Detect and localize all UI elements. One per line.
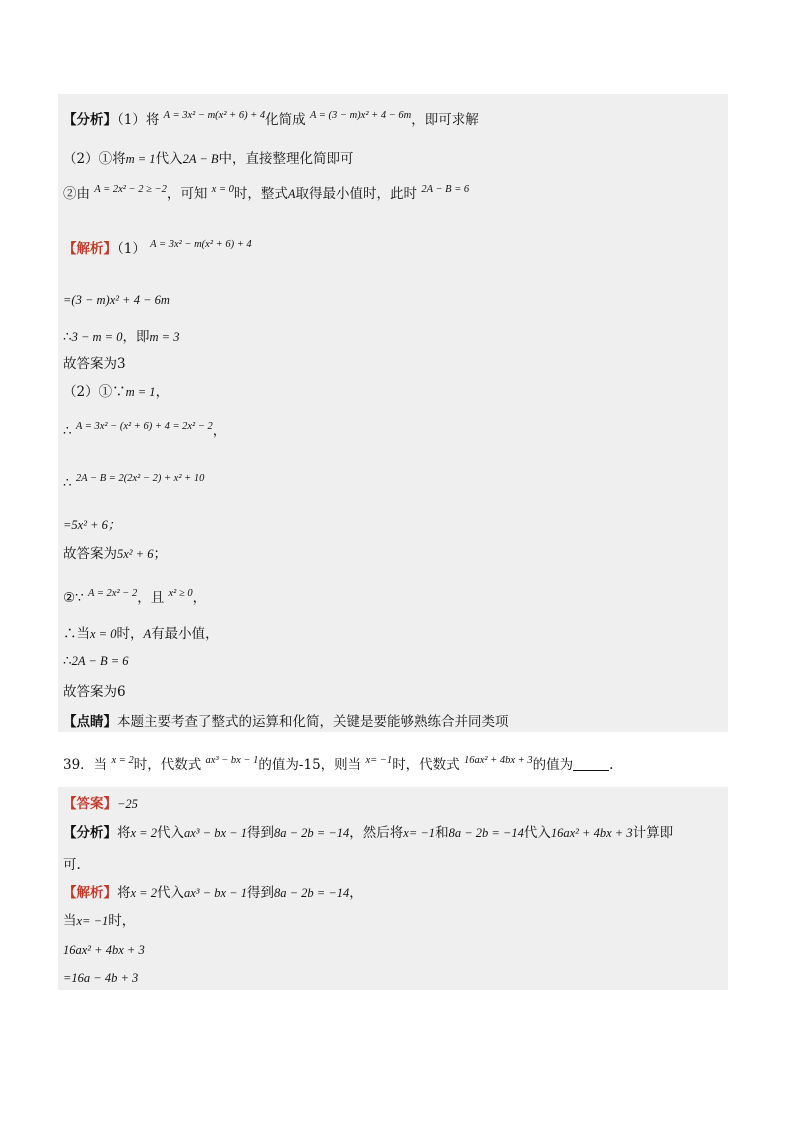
text: 得到 xyxy=(246,825,274,841)
solution-line-11 xyxy=(63,625,219,643)
text: 得到 xyxy=(246,885,274,901)
analysis39-line-2: 可. xyxy=(63,857,81,873)
solution-line-6 xyxy=(63,418,226,440)
text: 取得最小值时，此时 xyxy=(295,186,418,202)
formula: 16ax² + 4bx + 3 xyxy=(63,943,145,957)
text: 和 xyxy=(435,825,449,841)
solution-line-2 xyxy=(63,291,170,309)
formula: 16ax² + 4bx + 3 xyxy=(463,755,533,766)
text: ， xyxy=(155,384,170,400)
answer-line xyxy=(63,795,138,813)
formula: A = 2x² − 2 ≥ −2 xyxy=(94,184,167,195)
solution-line-3 xyxy=(63,328,179,346)
analysis-tag: 【分析】 xyxy=(63,825,117,841)
text: 代入 xyxy=(156,885,184,901)
formula: 2A − B = 6 xyxy=(71,654,129,668)
formula: x= −1 xyxy=(365,755,393,766)
formula: 3 − m = 0 xyxy=(71,330,123,344)
formula: ax³ − bx − 1 xyxy=(183,886,247,900)
formula: x = 2 xyxy=(130,826,157,840)
formula: 8a − 2b = −14 xyxy=(273,886,350,900)
solution-line-4: 故答案为3 xyxy=(63,356,126,372)
formula: x= −1 xyxy=(76,914,109,928)
formula: x = 2 xyxy=(111,755,134,766)
text: . xyxy=(609,757,614,773)
text: ∴当 xyxy=(63,626,90,642)
formula: 2A − B xyxy=(182,152,219,166)
solution-line-5 xyxy=(63,383,169,401)
formula: m = 3 xyxy=(149,330,180,344)
formula: 2A − B = 6 xyxy=(421,184,470,195)
solution-line-1 xyxy=(63,236,252,258)
text: ∴ xyxy=(63,329,72,345)
text: 的值为-15，则当 xyxy=(258,757,362,773)
formula: =(3 − m)x² + 4 − 6m xyxy=(63,293,170,307)
formula: m = 1 xyxy=(125,385,156,399)
text: ， xyxy=(192,590,207,606)
formula: x = 0 xyxy=(211,184,234,195)
answer-value: −25 xyxy=(117,797,138,811)
solution-line-12 xyxy=(63,652,129,670)
formula: A = 3x² − m(x² + 6) + 4 xyxy=(163,110,266,121)
question-39 xyxy=(63,752,613,774)
text: 时，代数式 xyxy=(392,757,460,773)
solution39-line-2 xyxy=(63,912,135,930)
text: 中，直接整理化简即可 xyxy=(218,151,354,167)
text: 代入 xyxy=(523,825,551,841)
formula: A xyxy=(287,187,296,201)
formula: x= −1 xyxy=(403,826,436,840)
comment-line xyxy=(63,713,509,731)
text: ，且 xyxy=(137,590,165,606)
formula: 2A − B = 2(2x² − 2) + x² + 10 xyxy=(75,473,205,484)
text: 当 xyxy=(63,913,77,929)
text: 计算即 xyxy=(632,825,674,841)
solution39-line-1 xyxy=(63,884,363,902)
text: 代入 xyxy=(155,151,183,167)
text: ②∵ xyxy=(63,590,84,606)
solution-tag: 【解析】 xyxy=(63,885,117,901)
text: 时，代数式 xyxy=(133,757,202,773)
formula: x = 2 xyxy=(130,886,157,900)
solution-line-10 xyxy=(63,585,206,607)
solution39-line-3 xyxy=(63,941,145,959)
formula: ax³ − bx − 1 xyxy=(183,826,247,840)
text: ∴ xyxy=(63,423,72,439)
solution-line-9 xyxy=(63,545,167,563)
text: 本题主要考查了整式的运算和化简，关键是要能够熟练合并同类项 xyxy=(117,714,509,730)
solution39-line-4 xyxy=(63,969,138,987)
text: ∴ xyxy=(63,475,72,491)
formula: =5x² + 6； xyxy=(63,518,121,532)
formula: A = 2x² − 2 xyxy=(88,588,138,599)
formula: A xyxy=(143,627,152,641)
formula: A = (3 − m)x² + 4 − 6m xyxy=(309,110,412,121)
formula: A = 3x² − (x² + 6) + 4 = 2x² − 2 xyxy=(75,421,213,432)
solution-tag: 【解析】 xyxy=(63,241,117,257)
text: ， xyxy=(349,885,363,901)
text: 时，整式 xyxy=(233,186,288,202)
text: 的值为 xyxy=(532,757,574,773)
analysis-line-1 xyxy=(63,107,479,129)
text: （2）①将 xyxy=(63,151,126,167)
text: ； xyxy=(153,546,167,562)
text: 时， xyxy=(108,913,136,929)
comment-tag: 【点睛】 xyxy=(63,714,117,730)
formula: 16ax² + 4bx + 3 xyxy=(550,826,633,840)
formula: m = 1 xyxy=(125,152,156,166)
formula: x = 0 xyxy=(90,627,117,641)
text: 故答案为 xyxy=(63,546,117,562)
formula: 8a − 2b = −14 xyxy=(448,826,524,840)
formula: x² ≥ 0 xyxy=(168,588,193,599)
formula: 5x² + 6 xyxy=(117,547,154,561)
text: （1） xyxy=(117,241,146,257)
text: 将 xyxy=(117,825,131,841)
solution-line-13: 故答案为6 xyxy=(63,684,126,700)
answer-blank xyxy=(573,758,609,771)
analysis-line-2 xyxy=(63,150,354,168)
text: ∴ xyxy=(63,653,72,669)
text: ，可知 xyxy=(166,186,208,202)
analysis-tag: 【分析】 xyxy=(63,112,117,128)
text: ②由 xyxy=(63,186,90,202)
formula: =16a − 4b + 3 xyxy=(63,971,139,985)
solution-line-7 xyxy=(63,470,204,492)
text: ，即 xyxy=(122,329,150,345)
text: 化简成 xyxy=(265,112,306,128)
text: ， xyxy=(212,423,227,439)
formula: ax³ − bx − 1 xyxy=(205,755,259,766)
question-number: 39．当 xyxy=(63,757,108,773)
text: ，即可求解 xyxy=(411,112,479,128)
formula: 8a − 2b = −14 xyxy=(273,826,350,840)
analysis39-line-1 xyxy=(63,824,673,842)
analysis-line-3 xyxy=(63,181,469,203)
text: （2）①∵ xyxy=(63,384,126,400)
text: （1）将 xyxy=(117,112,160,128)
solution-line-8 xyxy=(63,516,120,534)
text: ，然后将 xyxy=(349,825,404,841)
formula: A = 3x² − m(x² + 6) + 4 xyxy=(150,239,252,250)
text: 时， xyxy=(116,626,144,642)
text: 将 xyxy=(117,885,131,901)
text: 代入 xyxy=(156,825,184,841)
text: 有最小值， xyxy=(151,626,219,642)
answer-tag: 【答案】 xyxy=(63,796,117,812)
